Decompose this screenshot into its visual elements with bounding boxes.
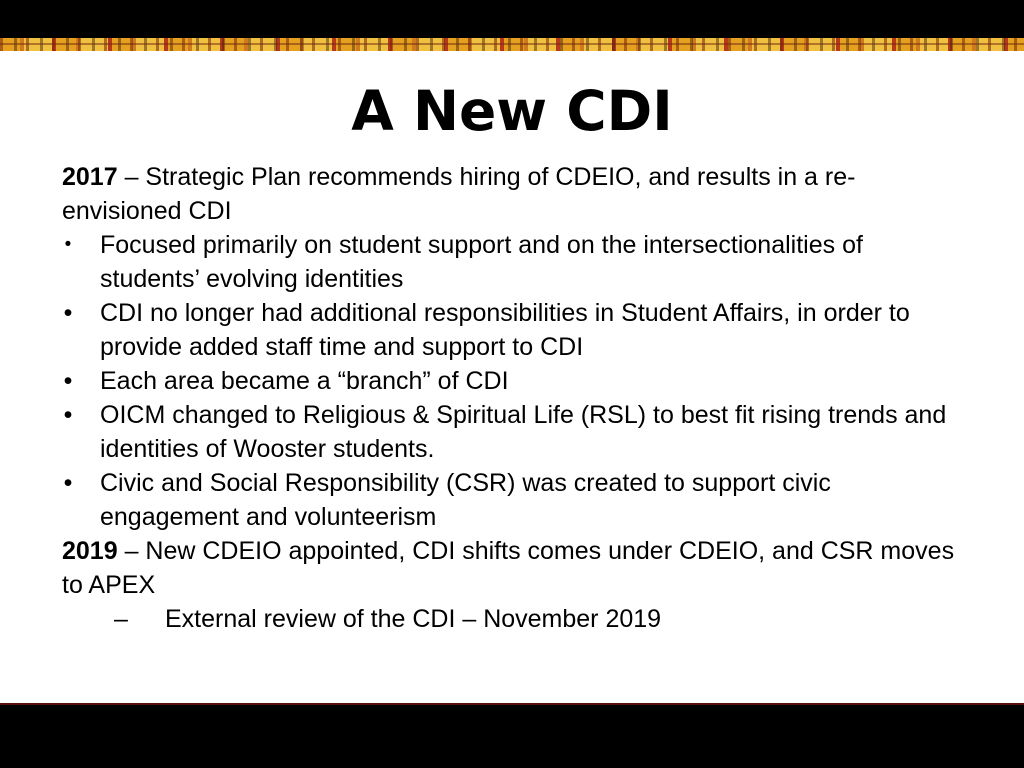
bullet-item bbox=[62, 228, 962, 296]
sub-item-text: External review of the CDI – November 2019 bbox=[165, 605, 662, 633]
bullet-icon: • bbox=[63, 401, 73, 429]
bullet-item bbox=[62, 398, 962, 466]
bullet-icon: • bbox=[63, 367, 73, 395]
bullet-item bbox=[62, 364, 962, 398]
bullet-icon: • bbox=[63, 469, 73, 497]
bullet-text: CDI no longer had additional responsibilities in Student Affairs, in order to provide added staff time and support to CDI bbox=[100, 299, 910, 361]
bullet-list bbox=[62, 228, 962, 534]
year-2019: 2019 bbox=[62, 537, 118, 565]
sub-list-item bbox=[62, 602, 962, 636]
bullet-item bbox=[62, 466, 962, 534]
dash-icon: – bbox=[114, 605, 128, 633]
bottom-black-band bbox=[0, 703, 1024, 768]
paragraph-2019-text: – New CDEIO appointed, CDI shifts comes under CDEIO, and CSR moves to APEX bbox=[62, 537, 955, 599]
paragraph-2019 bbox=[62, 534, 962, 602]
slide-title: A New CDI bbox=[351, 79, 673, 143]
bullet-text: OICM changed to Religious & Spiritual Life (RSL) to best fit rising trends and identities of Wooster students. bbox=[100, 401, 947, 463]
slide-body bbox=[62, 160, 962, 636]
bullet-icon: • bbox=[63, 299, 73, 327]
bullet-text: Civic and Social Responsibility (CSR) was created to support civic engagement and volunteerism bbox=[100, 469, 831, 531]
bullet-text: Each area became a “branch” of CDI bbox=[100, 367, 509, 395]
year-2017: 2017 bbox=[62, 163, 118, 191]
top-black-band bbox=[0, 0, 1024, 38]
paragraph-2017 bbox=[62, 160, 962, 228]
bullet-icon: • bbox=[64, 234, 72, 255]
plaid-border-strip bbox=[0, 38, 1024, 51]
bullet-item bbox=[62, 296, 962, 364]
bullet-text: Focused primarily on student support and on the intersectionalities of students’ evolving identities bbox=[100, 231, 863, 293]
paragraph-2017-text: – Strategic Plan recommends hiring of CDEIO, and results in a re-envisioned CDI bbox=[62, 163, 856, 225]
